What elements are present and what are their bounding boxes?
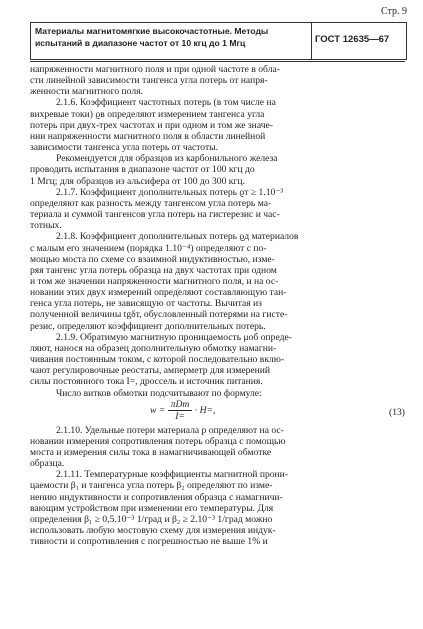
formula-fraction: [168, 399, 193, 422]
formula-rhs: · H=,: [194, 404, 216, 416]
text-line: напряженности магнитного поля и при одной частоте в обла-: [30, 64, 280, 75]
text-line: мощью моста по схеме со взаимной индуктивностью, изме-: [30, 253, 275, 265]
text-line: 2.1.7. Коэффициент дополнительных потерь ϱт ≥ 1.10⁻³: [56, 186, 284, 198]
text-line: тотных.: [30, 220, 62, 232]
text-line: моста и измерения силы тока в намагничивающей обмотке: [30, 447, 272, 458]
text-line: чивания постоянным током, с которой последовательно вклю-: [30, 354, 285, 366]
text-line: вихревые токи) ϱв определяют измерением тангенса угла: [30, 108, 265, 120]
text-line: резис, определяют коэффициент дополнительных потерь.: [30, 320, 266, 332]
text-line: генса угла потерь, не зависящую от частоты. Вычитая из: [30, 298, 262, 310]
text-line: ляют, нанося на образец дополнительную обмотку намагни-: [30, 342, 277, 354]
page-number: Стр. 9: [380, 6, 407, 17]
text-line: Рекомендуется для образцов из карбонильного железа: [56, 153, 278, 165]
text-line: нению индуктивности и сопротивления образца с намагничи-: [30, 491, 283, 503]
formula-lhs: w =: [150, 404, 166, 416]
document-header: [30, 22, 407, 60]
text-line: женности магнитного поля.: [30, 86, 143, 98]
text-line: использовать любую мостовую схему для измерения индук-: [30, 525, 276, 537]
formula-expression: [150, 399, 215, 422]
text-line: с малым его значением (порядка 1.10⁻⁴) определяют с по-: [30, 242, 267, 254]
text-line: 2.1.10. Удельные потери материала p определяют на ос-: [56, 424, 284, 436]
text-line: проводить испытания в диапазоне частот от 100 кгц до: [30, 164, 255, 176]
header-title-line-1: Материалы магнитомягкие высокочастотные. Методы: [35, 26, 269, 36]
header-title-line-2: испытаний в диапазоне частот от 10 кгц до 1 Мгц: [35, 37, 246, 48]
formula-denominator: I=: [175, 410, 185, 422]
text-line: 2.1.9. Обратимую магнитную проницаемость μоб опреде-: [56, 331, 292, 343]
text-line: териала и суммой тангенсов угла потерь на гистерезис и час-: [30, 209, 280, 221]
standard-number: ГОСТ 12635—67: [315, 34, 390, 45]
text-line: нии напряженности магнитного поля в области линейной: [30, 130, 266, 142]
formula-13: [30, 399, 405, 425]
body-text: [30, 64, 405, 547]
text-line: образца.: [30, 458, 65, 470]
text-line: полученной величины tgδт, обусловленный потерями на гисте-: [30, 309, 288, 321]
text-line: определения β₁ ≥ 0,5.10⁻³ 1/град и β₂ ≥ 2.10⁻³ 1/град можно: [30, 513, 273, 525]
text-line: чают регулировочные реостаты, амперметр для измерений: [30, 365, 271, 377]
text-line: и том же значении напряженности магнитного поля, и на ос-: [30, 275, 279, 287]
text-line: ряя тангенс угла потерь образца на двух частотах при одном: [30, 264, 277, 276]
text-line: новании измерения сопротивления потерь образца с помощью: [30, 435, 286, 447]
header-divider: [311, 23, 312, 59]
text-line: зависимости тангенса угла потерь от частоты.: [30, 142, 219, 154]
text-line: 2.1.11. Температурные коэффициенты магнитной прони-: [56, 469, 289, 481]
text-line: цаемости β₁ и тангенса угла потерь β₂ определяют по изме-: [30, 480, 273, 492]
text-line: 2.1.8. Коэффициент дополнительных потерь ϱд материалов: [56, 231, 299, 243]
text-line: Число витков обмотки подсчитывают по формуле:: [56, 387, 262, 399]
formula-numerator: πDт: [168, 399, 193, 411]
text-line: новании этих двух измерений определяют составляющую тан-: [30, 287, 287, 299]
formula-number: (13): [389, 406, 405, 418]
text-block-2: [30, 425, 405, 548]
text-line: вающим устройством при изменении его температуры. Для: [30, 502, 274, 514]
header-title: [35, 26, 303, 49]
header-rule: [30, 61, 405, 62]
text-line: определяют как разность между тангенсом угла потерь ма-: [30, 197, 272, 209]
text-line: сти линейной зависимости тангенса угла потерь от напря-: [30, 75, 268, 87]
text-block-1: [30, 64, 405, 399]
text-line: 2.1.6. Коэффициент частотных потерь (в том числе на: [56, 97, 276, 109]
text-line: 1 Мгц; для образцов из альсифера от 100 до 300 кгц.: [30, 175, 245, 187]
text-line: тивности и сопротивления с погрешностью не выше 1% и: [30, 536, 268, 548]
text-line: силы постоянного тока I=, дроссель и источник питания.: [30, 376, 263, 388]
text-line: потерь при двух-трех частотах и при одном и том же значе-: [30, 119, 273, 131]
